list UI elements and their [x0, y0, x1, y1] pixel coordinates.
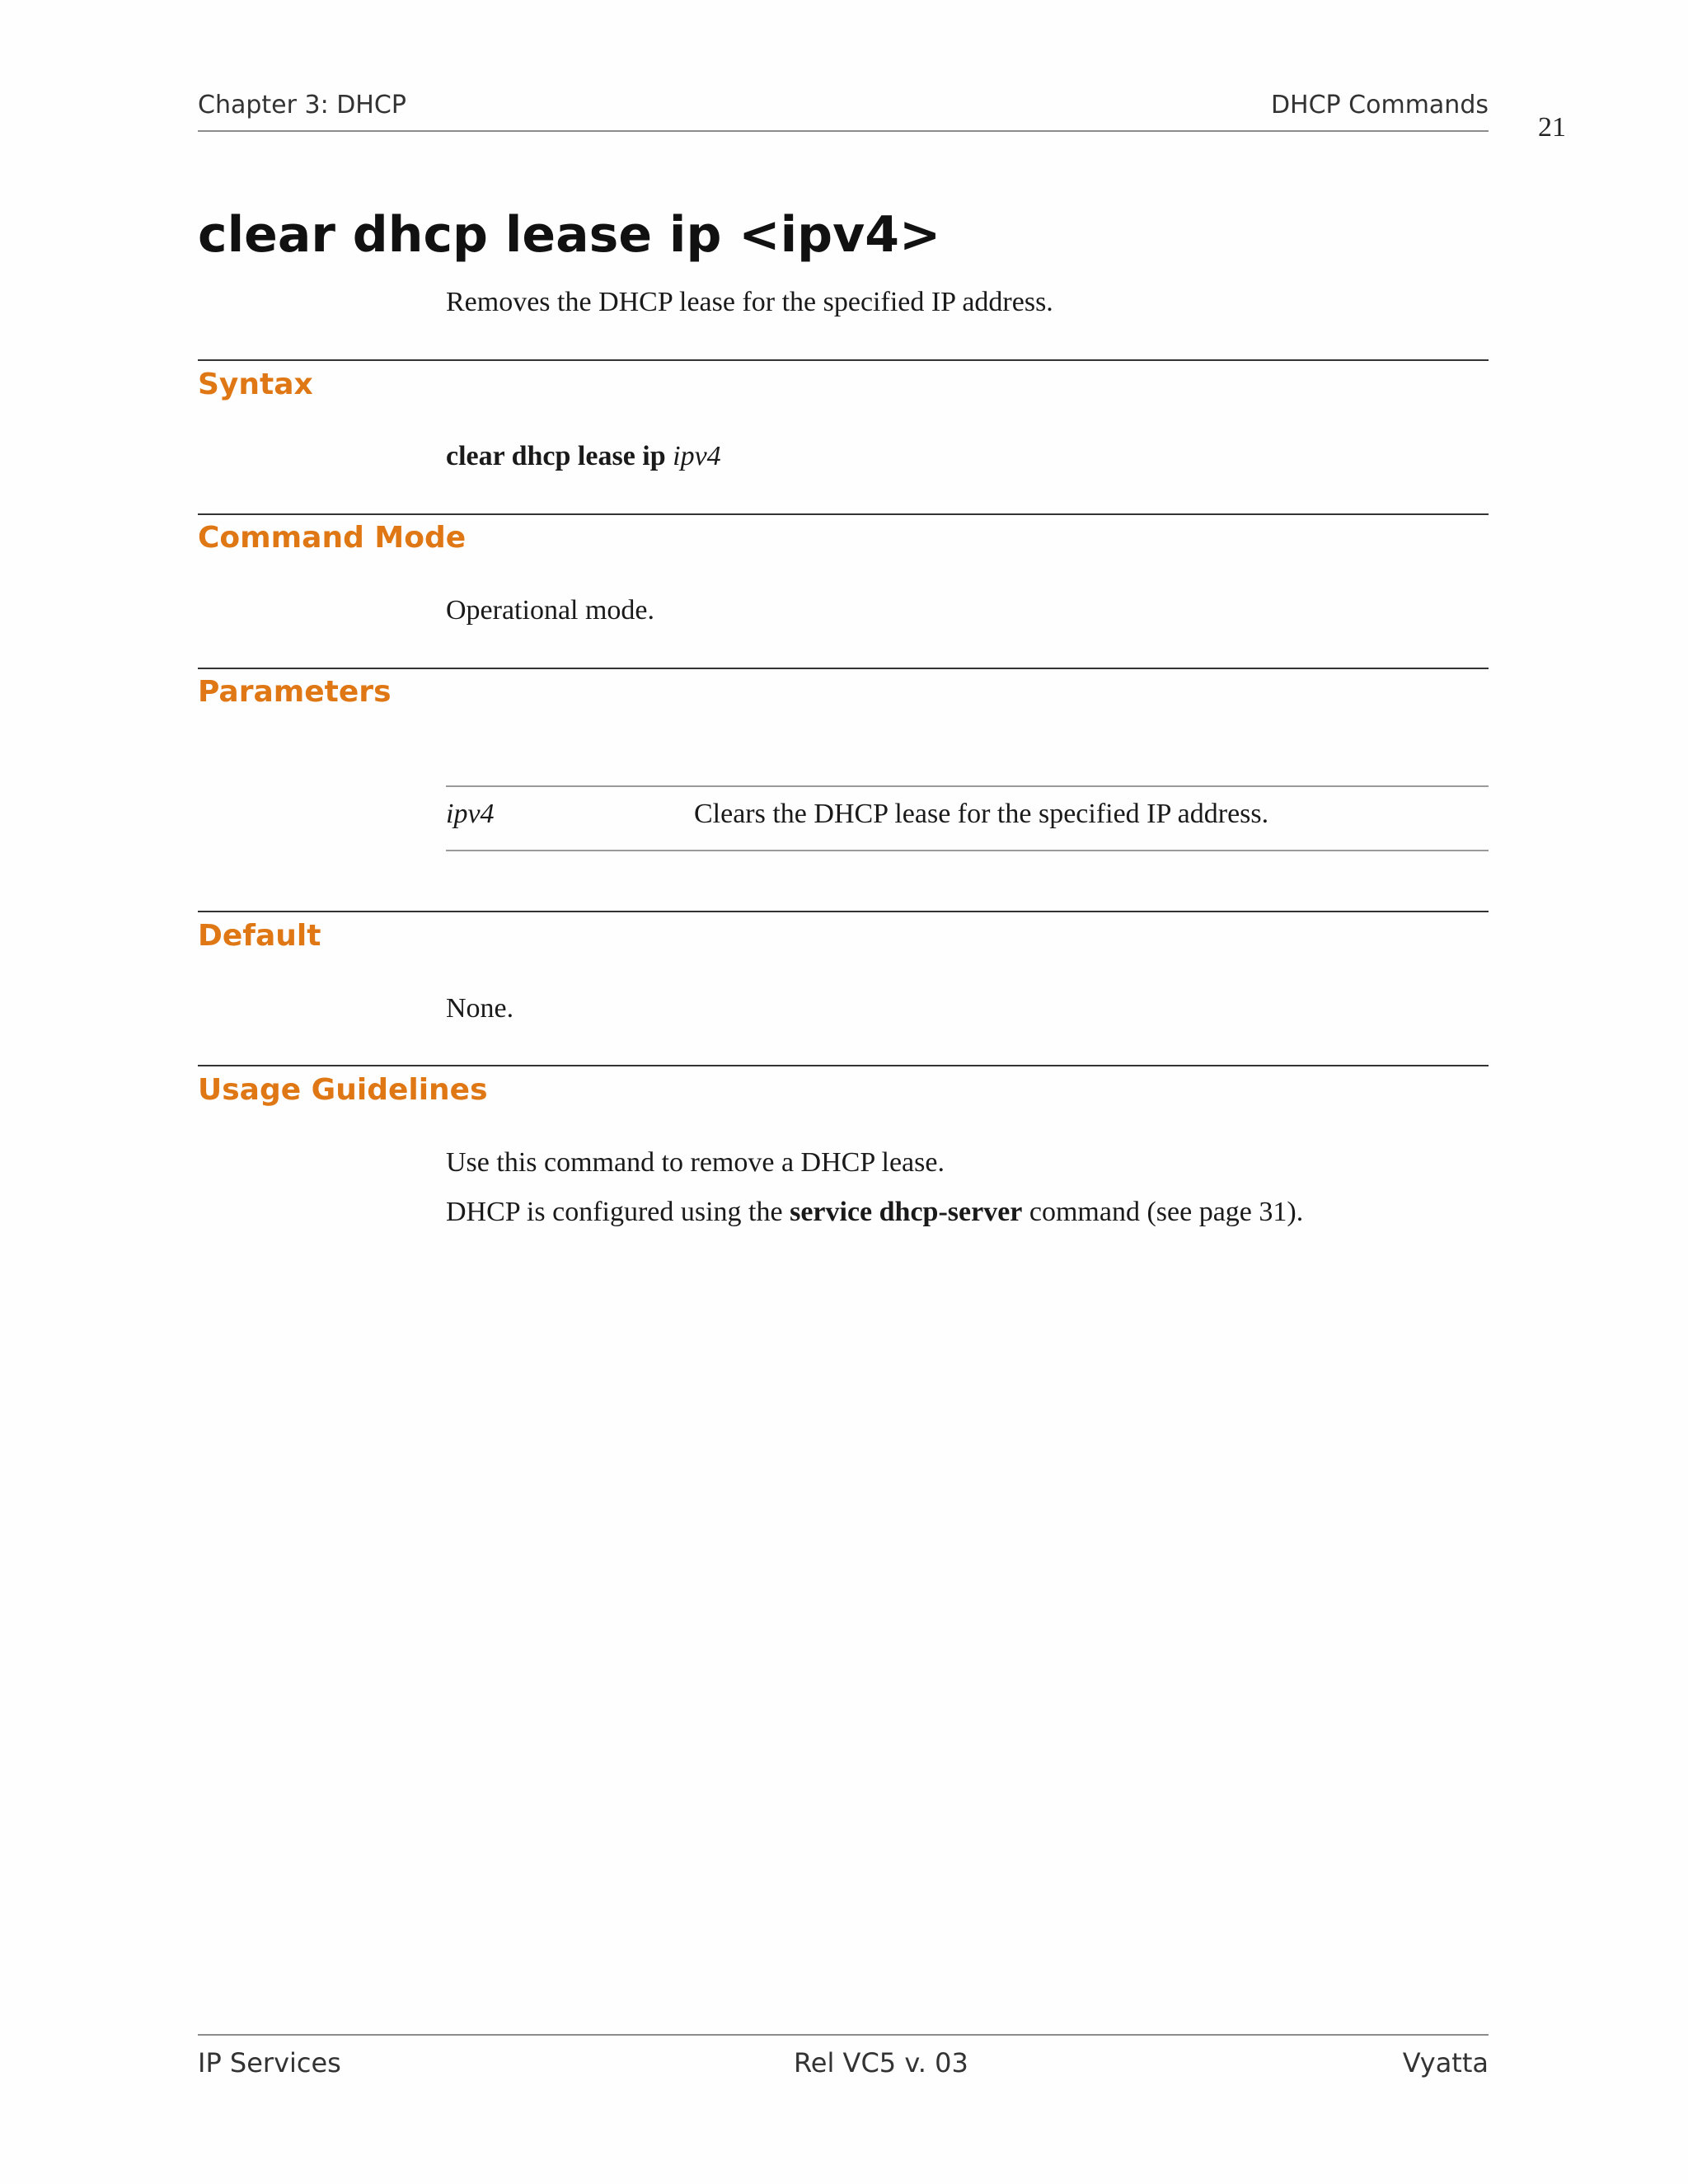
footer-right: Vyatta: [1402, 2047, 1489, 2079]
header-chapter: Chapter 3: DHCP: [198, 91, 406, 120]
usage-command: service dhcp-server: [790, 1197, 1023, 1227]
usage-line-2-prefix: DHCP is configured using the: [446, 1197, 783, 1227]
section-divider: [198, 911, 1489, 912]
syntax-command: clear dhcp lease ip: [446, 441, 666, 471]
usage-line-2-suffix: command (see page 31).: [1029, 1197, 1304, 1227]
section-divider: [198, 359, 1489, 361]
usage-line-2: [446, 1197, 1303, 1228]
footer-center: Rel VC5 v. 03: [794, 2047, 968, 2079]
command-mode-text: Operational mode.: [446, 595, 655, 626]
default-text: None.: [446, 993, 514, 1024]
running-header: [198, 91, 1489, 132]
syntax-line: [446, 441, 721, 472]
footer-left: IP Services: [198, 2047, 341, 2079]
syntax-heading: Syntax: [198, 368, 313, 401]
syntax-argument: ipv4: [673, 441, 721, 471]
parameters-table: [446, 785, 1489, 851]
usage-heading: Usage Guidelines: [198, 1073, 488, 1107]
page-title: clear dhcp lease ip <ipv4>: [198, 206, 941, 264]
intro-text: Removes the DHCP lease for the specified IP address.: [446, 287, 1053, 317]
running-footer: [198, 2034, 1489, 2085]
parameters-heading: Parameters: [198, 675, 392, 709]
section-divider: [198, 668, 1489, 669]
parameter-name: ipv4: [446, 799, 495, 829]
usage-line-1: Use this command to remove a DHCP lease.: [446, 1147, 945, 1178]
section-divider: [198, 513, 1489, 515]
header-section: DHCP Commands: [1270, 91, 1489, 120]
default-heading: Default: [198, 919, 321, 953]
command-mode-heading: Command Mode: [198, 521, 467, 555]
section-divider: [198, 1065, 1489, 1066]
page-number: 21: [1538, 112, 1566, 143]
parameter-description: Clears the DHCP lease for the specified IP address.: [694, 799, 1269, 829]
